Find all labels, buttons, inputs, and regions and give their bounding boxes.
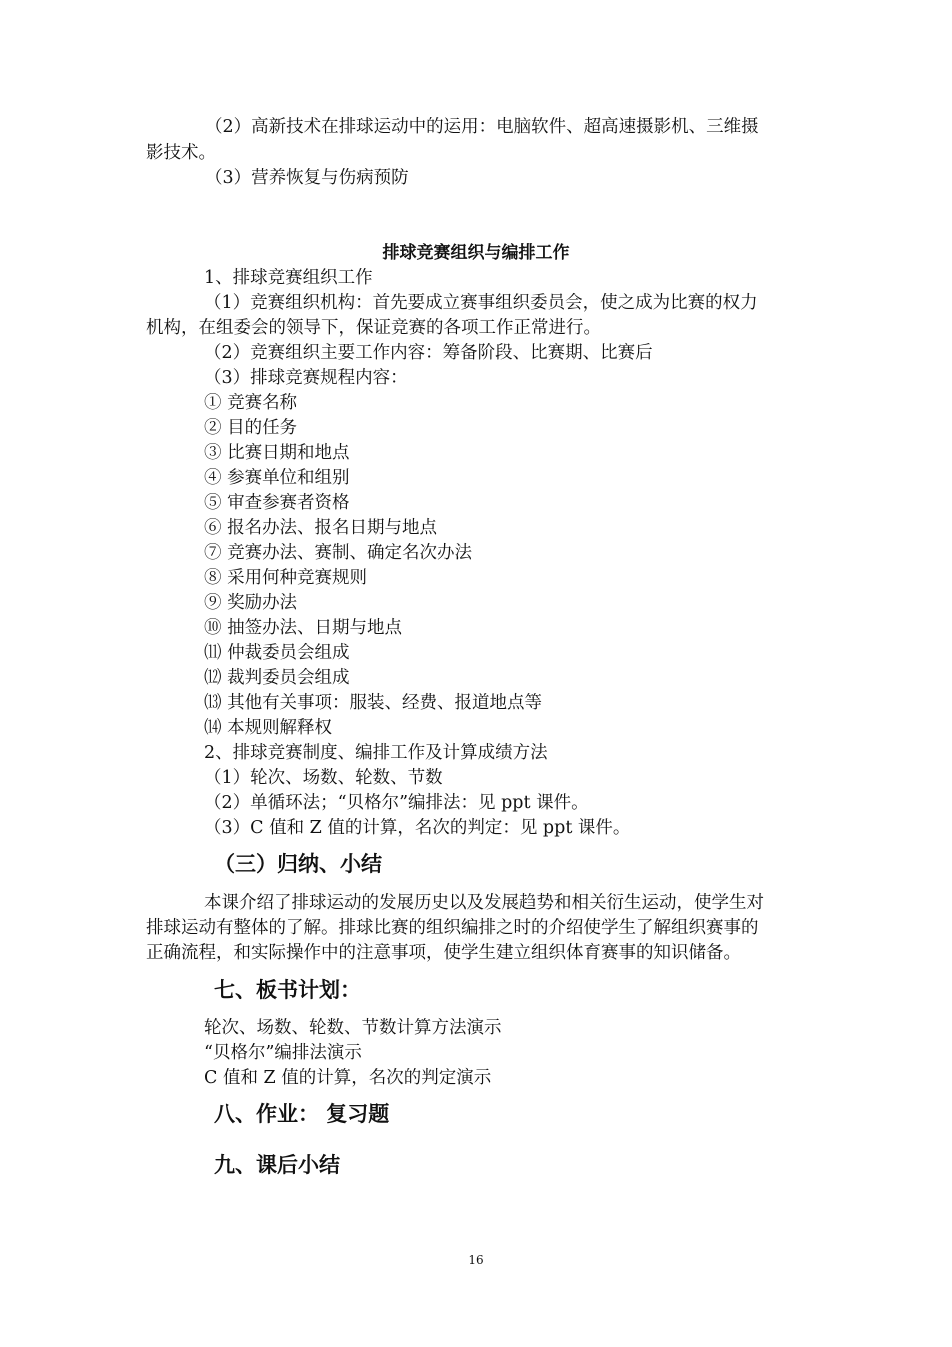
rule-item: ⑿ 裁判委员会组成 <box>204 668 350 688</box>
rule-item: ⑨ 奖励办法 <box>204 593 298 613</box>
rule-item: ⑥ 报名办法、报名日期与地点 <box>204 518 438 538</box>
rule-item: ⒁ 本规则解释权 <box>204 718 333 738</box>
intro-line-1: （2）高新技术在排球运动中的运用：电脑软件、超高速摄影机、三维摄 <box>205 117 759 137</box>
board-plan-line-2: “贝格尔”编排法演示 <box>204 1043 362 1063</box>
summary-line-3: 正确流程，和实际操作中的注意事项，使学生建立组织体育赛事的知识储备。 <box>146 943 741 963</box>
homework-title: 八、作业： 复习题 <box>214 1102 390 1126</box>
rule-item: ② 目的任务 <box>204 418 298 438</box>
section-title-organization: 排球竞赛组织与编排工作 <box>382 243 570 263</box>
summary-title: （三）归纳、小结 <box>214 852 382 876</box>
org-item-2-sub-1: （1）轮次、场数、轮数、节数 <box>204 768 443 788</box>
board-plan-line-1: 轮次、场数、轮数、节数计算方法演示 <box>204 1018 502 1038</box>
rule-item: ① 竞赛名称 <box>204 393 298 413</box>
after-class-title: 九、课后小结 <box>214 1153 340 1177</box>
rule-item: ⑩ 抽签办法、日期与地点 <box>204 618 403 638</box>
org-item-2-sub-2: （2）单循环法；“贝格尔”编排法：见 ppt 课件。 <box>204 793 589 813</box>
rule-item: ⑧ 采用何种竞赛规则 <box>204 568 368 588</box>
board-plan-line-3: C 值和 Z 值的计算，名次的判定演示 <box>204 1068 492 1088</box>
rule-item: ⑾ 仲裁委员会组成 <box>204 643 350 663</box>
org-item-1-sub-2: （2）竞赛组织主要工作内容：筹备阶段、比赛期、比赛后 <box>204 343 653 363</box>
org-item-2: 2、排球竞赛制度、编排工作及计算成绩方法 <box>204 743 548 763</box>
board-plan-title: 七、板书计划： <box>214 978 361 1002</box>
org-item-1-sub-1a: （1）竞赛组织机构：首先要成立赛事组织委员会，使之成为比赛的权力 <box>204 293 758 313</box>
rule-item: ⒀ 其他有关事项：服装、经费、报道地点等 <box>204 693 543 713</box>
summary-line-2: 排球运动有整体的了解。排球比赛的组织编排之时的介绍使学生了解组织赛事的 <box>146 918 759 938</box>
summary-line-1: 本课介绍了排球运动的发展历史以及发展趋势和相关衍生运动，使学生对 <box>204 893 764 913</box>
org-item-2-sub-3: （3）C 值和 Z 值的计算，名次的判定：见 ppt 课件。 <box>204 818 631 838</box>
rule-item: ③ 比赛日期和地点 <box>204 443 350 463</box>
page-number: 16 <box>468 1253 484 1267</box>
intro-line-3: （3）营养恢复与伤病预防 <box>205 168 409 188</box>
rule-item: ⑤ 审查参赛者资格 <box>204 493 350 513</box>
rule-item: ④ 参赛单位和组别 <box>204 468 350 488</box>
org-item-1: 1、排球竞赛组织工作 <box>204 268 373 288</box>
intro-line-2: 影技术。 <box>146 143 216 163</box>
rule-item: ⑦ 竞赛办法、赛制、确定名次办法 <box>204 543 473 563</box>
org-item-1-sub-3: （3）排球竞赛规程内容： <box>204 368 408 388</box>
org-item-1-sub-1b: 机构，在组委会的领导下，保证竞赛的各项工作正常进行。 <box>146 318 601 338</box>
